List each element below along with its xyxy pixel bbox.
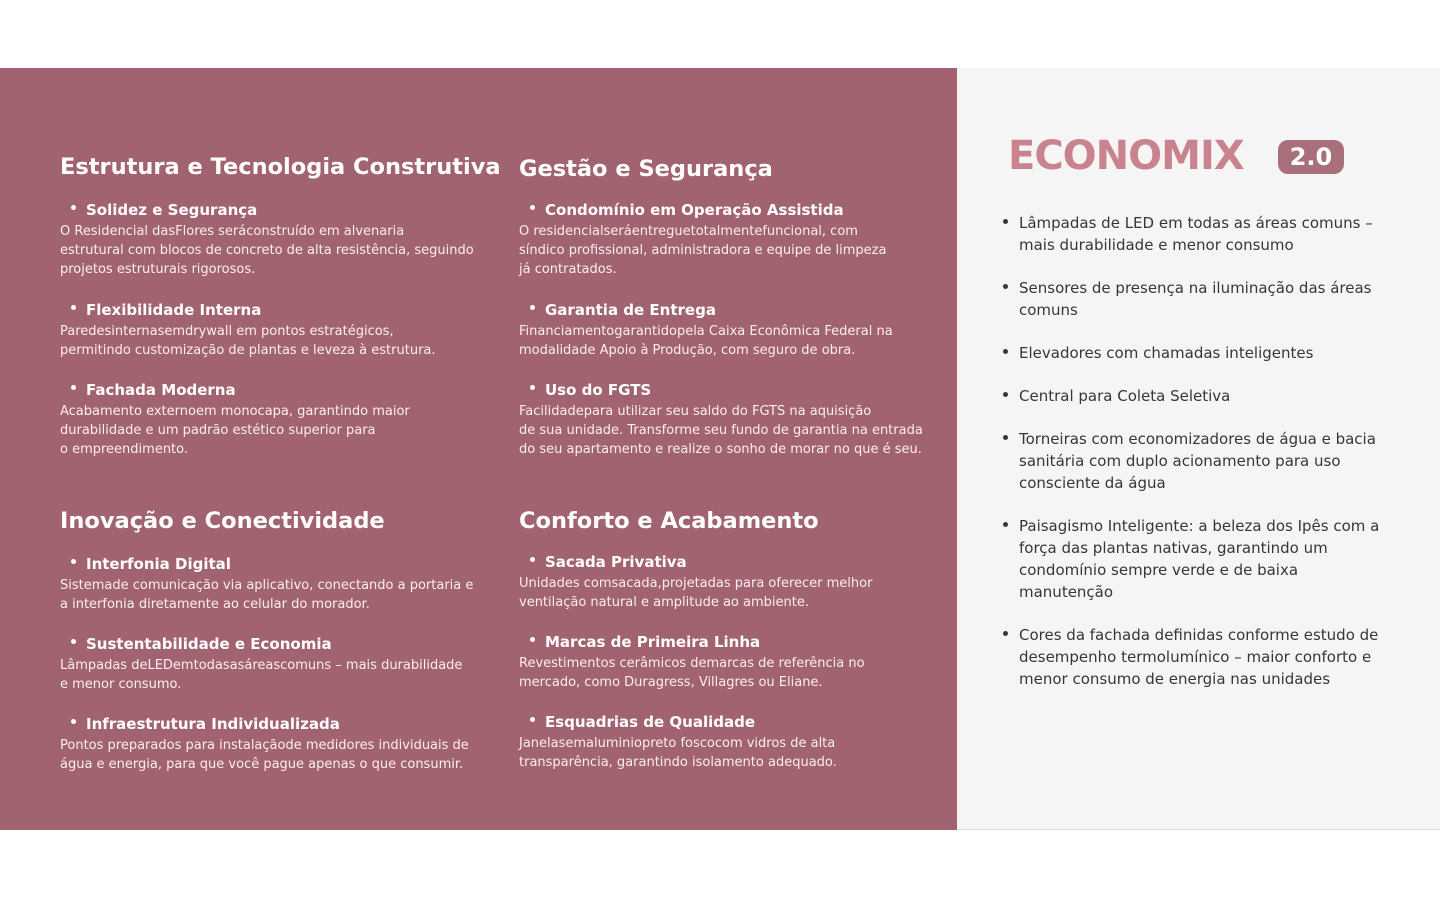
item-title: Marcas de Primeira Linha (545, 633, 761, 651)
item-title: Sacada Privativa (545, 553, 687, 571)
item-description: Lâmpadas deLEDemtodasasáreascomuns – mais durabilidade e menor consumo. (60, 658, 463, 693)
item-title: Solidez e Segurança (86, 201, 258, 219)
feature-item: Torneiras com economizadores de água e bacia sanitária com duplo acionamento para uso consciente da água (1003, 428, 1383, 494)
logo-wordmark: ECONOMIX (1008, 133, 1244, 179)
bullet-icon (530, 205, 535, 210)
item-description: Revestimentos cerâmicos demarcas de referência no mercado, como Duragress, Villagres ou Eliane. (519, 656, 865, 691)
item-description: Facilidadepara utilizar seu saldo do FGTS na aquisição de sua unidade. Transforme seu fundo de garantia na entrada do seu apartamento e realize o sonho de morar no que é seu. (519, 404, 923, 458)
slide (0, 68, 1440, 830)
item-title: Sustentabilidade e Economia (86, 635, 332, 653)
section-conforto (519, 506, 959, 771)
item-description: Acabamento externoem monocapa, garantindo maior durabilidade e um padrão estético superior para o empreendimento. (60, 404, 410, 458)
item-title: Garantia de Entrega (545, 301, 716, 319)
item-description: Sistemade comunicação via aplicativo, conectando a portaria e a interfonia diretamente ao celular do morador. (60, 578, 474, 613)
bullet-icon (71, 205, 76, 210)
item-title: Uso do FGTS (545, 381, 652, 399)
feature-item: Sensores de presença na iluminação das áreas comuns (1003, 277, 1383, 321)
feature-item: Lâmpadas de LED em todas as áreas comuns – mais durabilidade e menor consumo (1003, 212, 1383, 256)
item-description: Pontos preparados para instalaçãode medidores individuais de água e energia, para que você pague apenas o que consumir. (60, 738, 469, 773)
logo-version-badge: 2.0 (1278, 140, 1344, 174)
item-description: Paredesinternasemdrywall em pontos estratégicos, permitindo customização de plantas e leveza à estrutura. (60, 324, 436, 359)
bullet-icon (1003, 435, 1008, 440)
bullet-icon (1003, 349, 1008, 354)
section-inovacao (60, 506, 500, 773)
item-description: Unidades comsacada,projetadas para oferecer melhor ventilação natural e amplitude ao ambiente. (519, 576, 873, 611)
section-estrutura (60, 152, 501, 458)
bullet-icon (71, 559, 76, 564)
bullet-icon (1003, 392, 1008, 397)
item-title: Fachada Moderna (86, 381, 236, 399)
bullet-icon (1003, 284, 1008, 289)
bullet-icon (530, 557, 535, 562)
economix-logo (1008, 133, 1348, 179)
bullet-icon (530, 385, 535, 390)
item-description: O residencialseráentreguetotalmentefuncional, com síndico profissional, administradora e equipe de limpeza já contratados. (519, 224, 887, 278)
item-title: Flexibilidade Interna (86, 301, 262, 319)
item-title: Esquadrias de Qualidade (545, 713, 755, 731)
section-title: Conforto e Acabamento (519, 508, 819, 534)
item-title: Interfonia Digital (86, 555, 231, 573)
bullet-icon (71, 639, 76, 644)
bullet-icon (530, 305, 535, 310)
item-description: Janelasemaluminiopreto foscocom vidros de alta transparência, garantindo isolamento adequado. (519, 736, 837, 771)
feature-item: Paisagismo Inteligente: a beleza dos Ipês com a força das plantas nativas, garantindo um condomínio sempre verde e de baixa manutenção (1003, 515, 1383, 603)
bullet-icon (1003, 219, 1008, 224)
bullet-icon (71, 305, 76, 310)
section-title: Estrutura e Tecnologia Construtiva (60, 154, 501, 180)
bullet-icon (530, 637, 535, 642)
economix-panel (957, 68, 1440, 830)
bullet-icon (1003, 631, 1008, 636)
economix-feature-list (1003, 212, 1383, 711)
bullet-icon (71, 385, 76, 390)
feature-item: Elevadores com chamadas inteligentes (1003, 342, 1383, 364)
section-title: Inovação e Conectividade (60, 508, 385, 534)
bullet-icon (530, 717, 535, 722)
features-panel (0, 68, 957, 830)
item-title: Infraestrutura Individualizada (86, 715, 340, 733)
item-title: Condomínio em Operação Assistida (545, 201, 844, 219)
bullet-icon (71, 719, 76, 724)
feature-item: Central para Coleta Seletiva (1003, 385, 1383, 407)
section-title: Gestão e Segurança (519, 156, 773, 182)
section-gestao (519, 154, 959, 458)
item-description: Financiamentogarantidopela Caixa Econômica Federal na modalidade Apoio à Produção, com seguro de obra. (519, 324, 893, 359)
bullet-icon (1003, 522, 1008, 527)
item-description: O Residencial dasFlores seráconstruído em alvenaria estrutural com blocos de concreto de alta resistência, seguindo projetos estruturais rigorosos. (60, 224, 474, 278)
feature-item: Cores da fachada definidas conforme estudo de desempenho termolumínico – maior conforto e menor consumo de energia nas unidades (1003, 624, 1383, 690)
